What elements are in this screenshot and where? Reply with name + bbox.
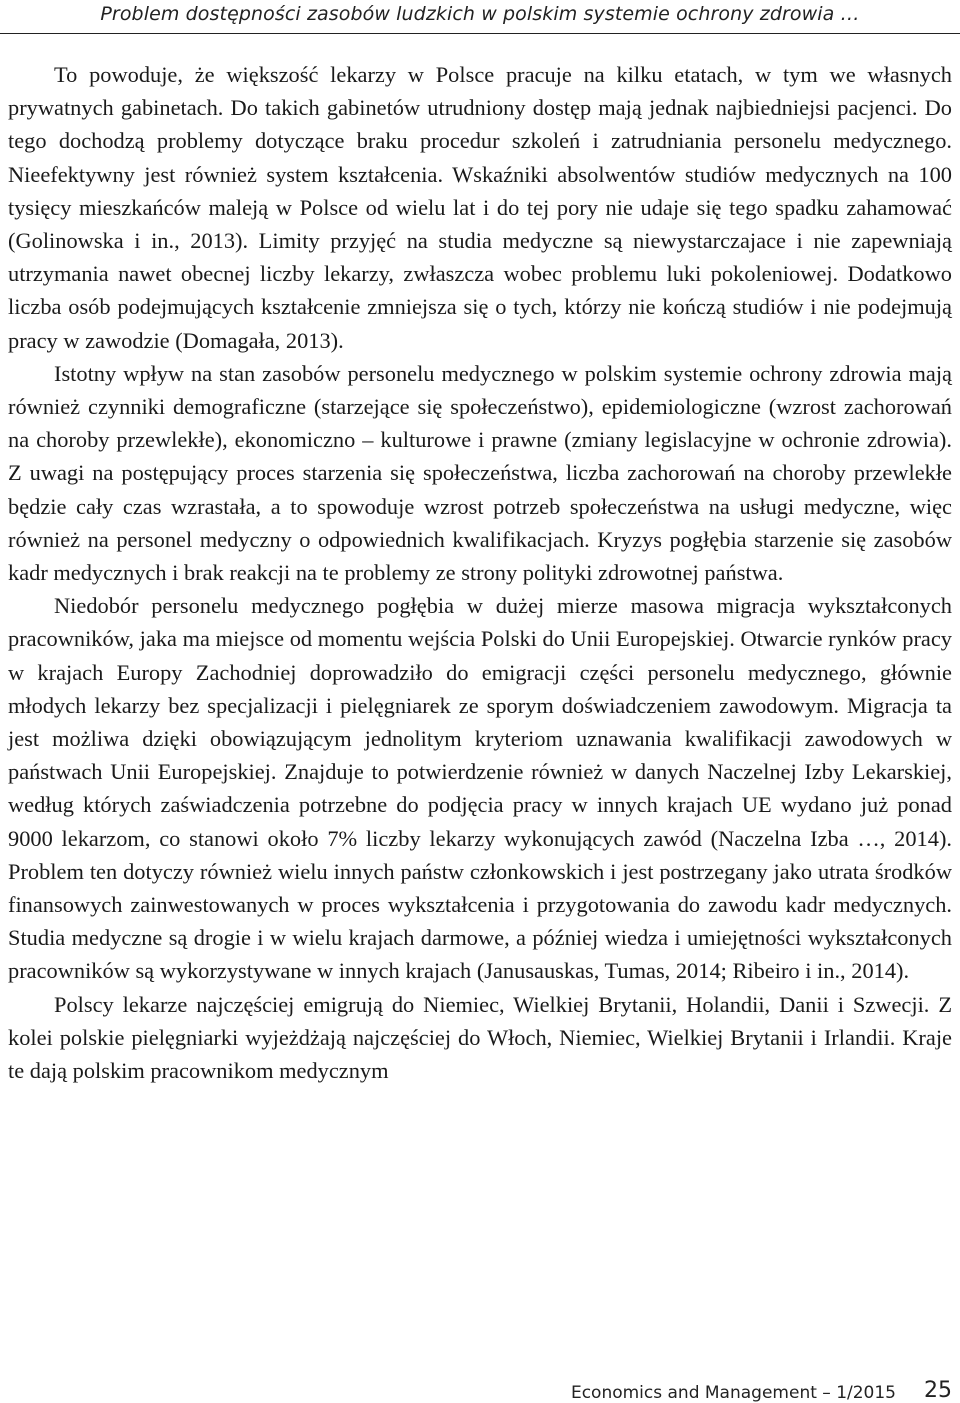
- page-number: 25: [924, 1378, 952, 1403]
- running-title: Problem dostępności zasobów ludzkich w polskim systemie ochrony zdrowia …: [100, 3, 860, 25]
- article-body: [8, 58, 952, 1087]
- paragraph-1: To powoduje, że większość lekarzy w Polsce pracuje na kilku etatach, w tym we własnych prywatnych gabinetach. Do takich gabinetów utrudniony dostęp mają jednak najbiedniejsi pacjenci. Do tego dochodzą problemy dotyczące braku procedur szkoleń i zatrudniania personelu medycznego. Nieefektywny jest również system kształcenia. Wskaźniki absolwentów studiów medycznych na 100 tysięcy mieszkańców maleją w Polsce od wielu lat i do tej pory nie udaje się tego spadku zahamować (Golinowska i in., 2013). Limity przyjęć na studia medyczne są niewystarczajace i nie zapewniają utrzymania nawet obecnej liczby lekarzy, zwłaszcza wobec problemu luki pokoleniowej. Dodatkowo liczba osób podejmujących kształcenie zmniejsza się o tych, którzy nie kończą studiów i nie podejmują pracy w zawodzie (Domagała, 2013).: [8, 62, 952, 353]
- running-header: [0, 0, 960, 34]
- journal-name: Economics and Management – 1/2015: [570, 1383, 896, 1403]
- page-footer: [0, 1375, 960, 1403]
- paragraph-4: Polscy lekarze najczęściej emigrują do Niemiec, Wielkiej Brytanii, Holandii, Danii i Szwecji. Z kolei polskie pielęgniarki wyjeżdżają najczęściej do Włoch, Niemiec, Wielkiej Brytanii i Irlandii. Kraje te dają polskim pracownikom medycznym: [8, 991, 952, 1084]
- paragraph-3: Niedobór personelu medycznego pogłębia w dużej mierze masowa migracja wykształconych pracowników, jaka ma miejsce od momentu wejścia Polski do Unii Europejskiej. Otwarcie rynków pracy w krajach Europy Zachodniej doprowadziło do emigracji części personelu medycznego, głównie młodych lekarzy bez specjalizacji i pielęgniarek ze sporym doświadczeniem zawodowym. Migracja ta jest możliwa dzięki obowiązującym jednolitym kryteriom uznawania kwalifikacji zawodowych w państwach Unii Europejskiej. Znajduje to potwierdzenie również w danych Naczelnej Izby Lekarskiej, według których zaświadczenia potrzebne do podjęcia pracy w innych krajach UE wydano już ponad 9000 lekarzom, co stanowi około 7% liczby lekarzy wykonujących zawód (Naczelna Izba …, 2014). Problem ten dotyczy również wielu innych państw członkowskich i jest postrzegany jako utrata środków finansowych zainwestowanych w proces wykształcenia i przygotowania do zawodu kadr medycznych. Studia medyczne są drogie i w wielu krajach darmowe, a później wiedza i umiejętności wykształconych pracowników są wykorzystywane w innych krajach (Janusauskas, Tumas, 2014; Ribeiro i in., 2014).: [8, 593, 952, 984]
- paragraph-2: Istotny wpływ na stan zasobów personelu medycznego w polskim systemie ochrony zdrowia mają również czynniki demograficzne (starzejące się społeczeństwo), epidemiologiczne (wzrost zachorowań na choroby przewlekłe), ekonomiczno – kulturowe i prawne (zmiany legislacyjne w ochronie zdrowia). Z uwagi na postępujący proces starzenia się społeczeństwa, liczba zachorowań na choroby przewlekłe będzie cały czas wzrastała, a to spowoduje wzrost potrzeb społeczeństwa na usługi medyczne, więc również na personel medyczny o odpowiednich kwalifikacjach. Kryzys pogłębia starzenie się zasobów kadr medycznych i brak reakcji na te problemy ze strony polityki zdrowotnej państwa.: [8, 360, 952, 586]
